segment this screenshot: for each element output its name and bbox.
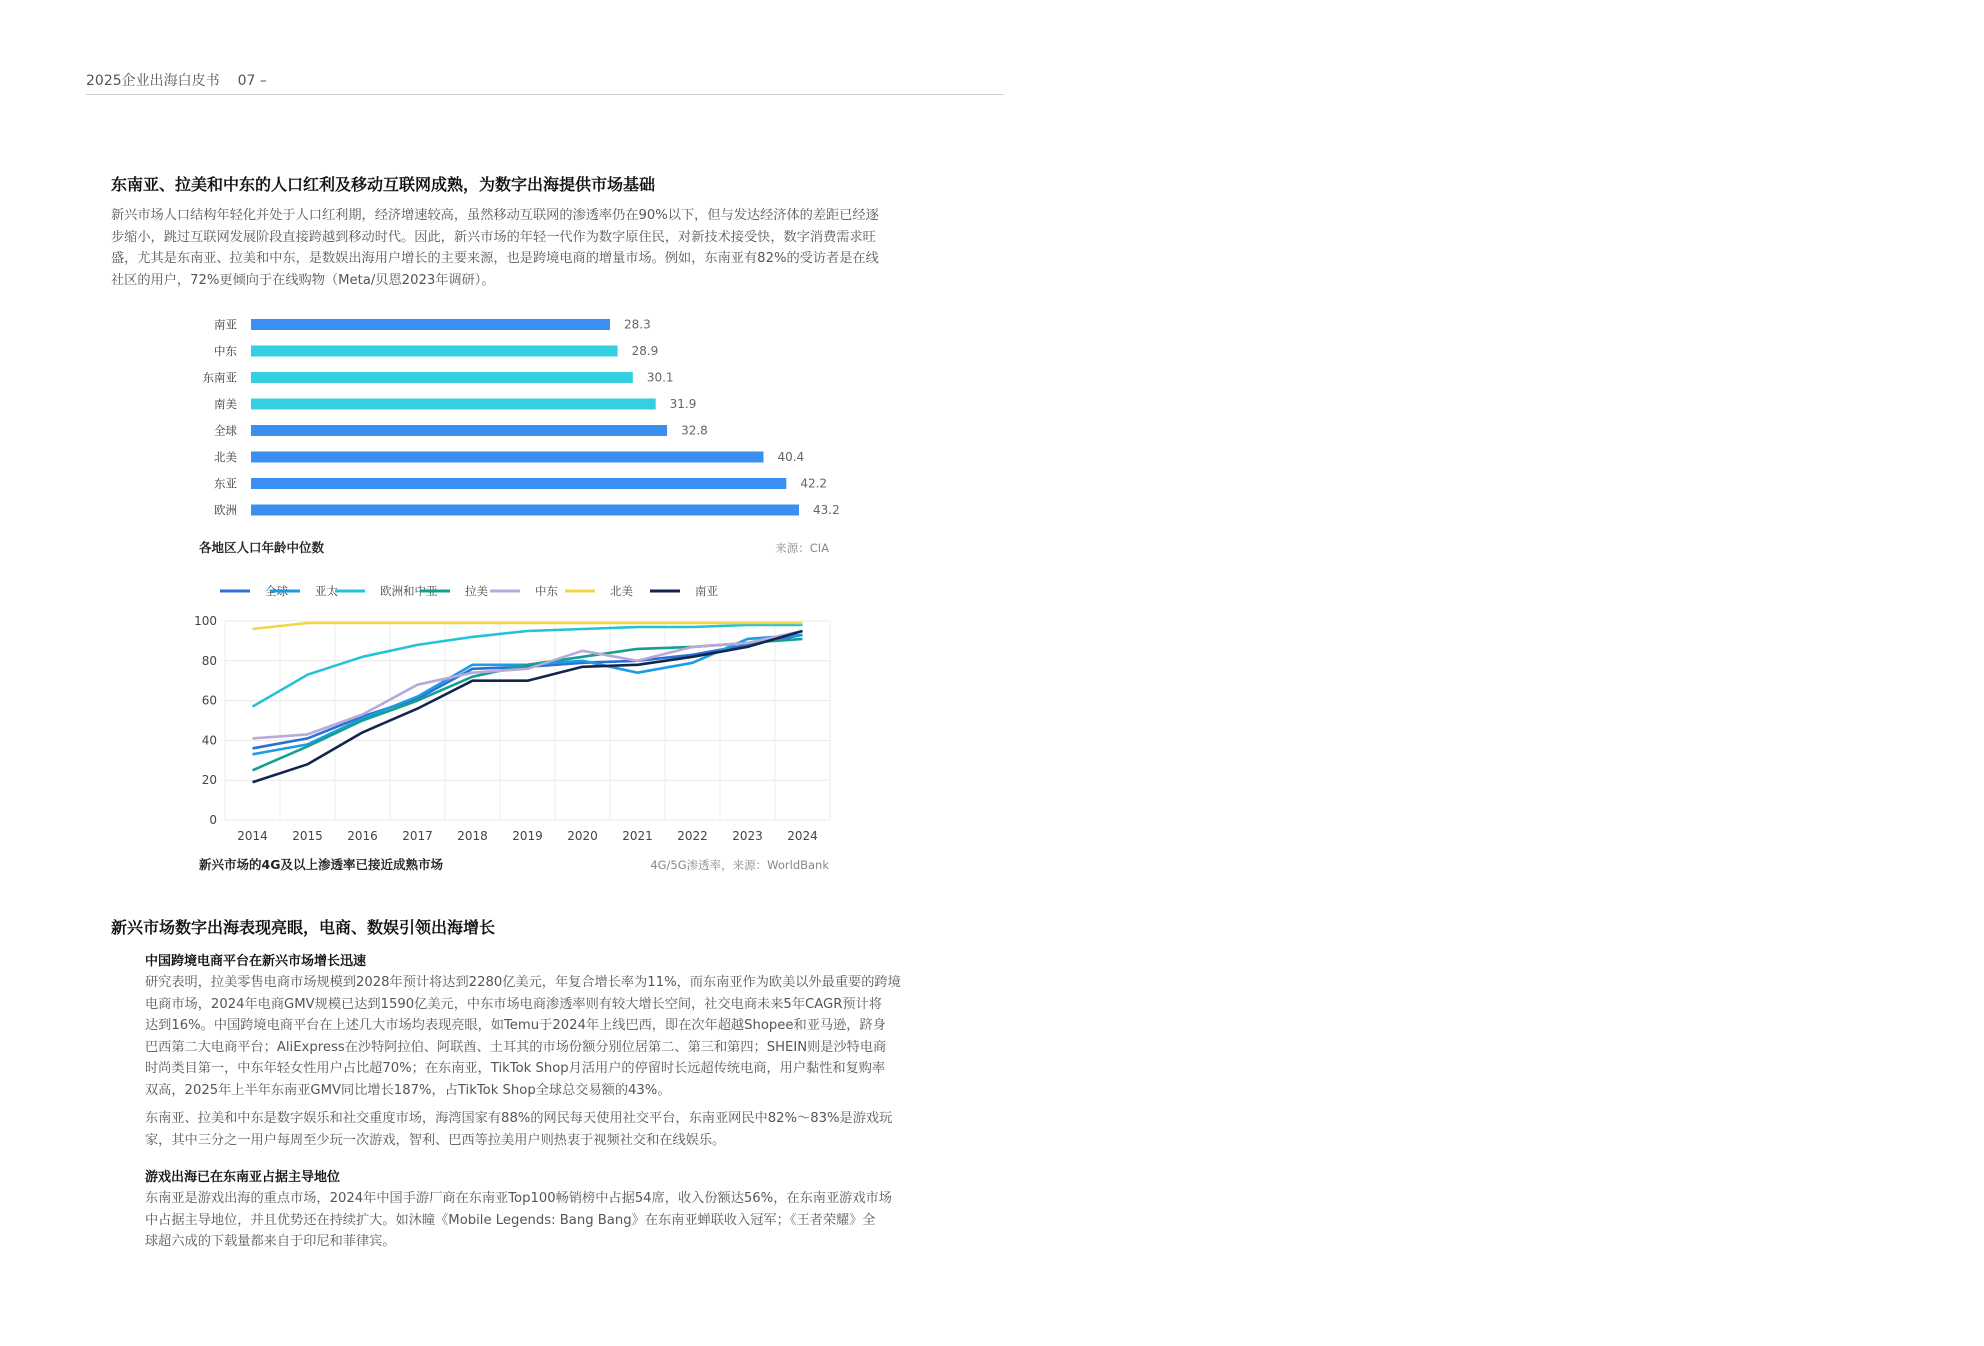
bar-chart-caption: 各地区人口年龄中位数 [199, 540, 325, 555]
gaming-line: 东南亚是游戏出海的重点市场，2024年中国手游厂商在东南亚Top100畅销榜中占据54席，收入份额达56%，在东南亚游戏市场 [145, 1191, 892, 1206]
subsection-entertainment-paragraph [145, 1108, 892, 1151]
ecommerce-line: 巴西第二大电商平台；AliExpress在沙特阿拉伯、阿联酋、土耳其的市场份额分别位居第二、第三和第四；SHEIN则是沙特电商 [145, 1039, 887, 1055]
x-tick-label: 2019 [512, 829, 543, 843]
legend-label: 中东 [535, 584, 558, 598]
ecommerce-line: 研究表明，拉美零售电商市场规模到2028年预计将达到2280亿美元，年复合增长率为11%，而东南亚作为欧美以外最重要的跨境 [145, 975, 901, 990]
x-tick-label: 2014 [237, 829, 268, 843]
section1-heading: 东南亚、拉美和中东的人口红利及移动互联网成熟，为数字出海提供市场基础 [111, 175, 656, 194]
page-number: 07 – [237, 73, 267, 89]
bar [251, 452, 763, 463]
y-tick-label: 80 [201, 653, 217, 668]
y-tick-label: 100 [194, 614, 217, 628]
entertainment-line: 东南亚、拉美和中东是数字娱乐和社交重度市场，海湾国家有88%的网民每天使用社交平台，东南亚网民中82%～83%是游戏玩 [145, 1111, 893, 1126]
x-tick-label: 2024 [787, 829, 818, 843]
bar-category-label: 南亚 [214, 317, 237, 332]
bar-category-label: 全球 [214, 423, 237, 438]
bar-chart-source: 来源：CIA [775, 541, 829, 555]
bar-value-label: 30.1 [646, 370, 674, 385]
bar [251, 425, 667, 436]
bar [251, 319, 610, 330]
line-chart-source: 4G/5G渗透率，来源：WorldBank [650, 858, 829, 872]
subsection-gaming-paragraph [145, 1188, 892, 1253]
header-title: 2025企业出海白皮书 [86, 73, 220, 89]
bar-value-label: 40.4 [777, 450, 805, 464]
subsection-gaming-title: 游戏出海已在东南亚占据主导地位 [145, 1170, 341, 1185]
bar-value-label: 43.2 [813, 503, 840, 517]
subsection-ecommerce-title: 中国跨境电商平台在新兴市场增长迅速 [145, 954, 367, 969]
section1-line: 新兴市场人口结构年轻化并处于人口红利期，经济增速较高，虽然移动互联网的渗透率仍在90%以下，但与发达经济体的差距已经逐 [111, 208, 879, 223]
bar-category-label: 东亚 [214, 476, 237, 491]
bar [251, 399, 656, 410]
x-tick-label: 2015 [292, 829, 323, 843]
bar-category-label: 中东 [214, 344, 237, 358]
section2-heading: 新兴市场数字出海表现亮眼，电商、数娱引领出海增长 [111, 918, 496, 937]
bar-value-label: 28.9 [631, 344, 659, 358]
x-tick-label: 2016 [347, 829, 378, 843]
legend-label: 北美 [610, 584, 633, 598]
legend-label: 拉美 [465, 584, 488, 598]
bar-value-label: 31.9 [669, 397, 697, 411]
bar [251, 505, 799, 516]
section1-line: 盛，尤其是东南亚、拉美和中东，是数娱出海用户增长的主要来源，也是跨境电商的增量市场。例如，东南亚有82%的受访者是在线 [111, 251, 879, 266]
header-divider [86, 94, 1004, 95]
bar [251, 346, 618, 357]
median-age-bar-chart [190, 310, 850, 525]
y-tick-label: 40 [201, 733, 217, 748]
x-tick-label: 2021 [622, 829, 653, 843]
bar [251, 478, 786, 489]
section1-line: 步缩小，跳过互联网发展阶段直接跨越到移动时代。因此，新兴市场的年轻一代作为数字原住民，对新技术接受快，数字消费需求旺 [111, 229, 876, 245]
bar-value-label: 42.2 [800, 476, 828, 491]
gaming-line: 球超六成的下载量都来自于印尼和菲律宾。 [145, 1234, 396, 1249]
ecommerce-line: 电商市场，2024年电商GMV规模已达到1590亿美元，中东市场电商渗透率则有较大增长空间，社交电商未来5年CAGR预计将 [145, 996, 882, 1012]
penetration-line-chart [190, 575, 850, 845]
page-header [86, 70, 267, 90]
section1-line: 社区的用户，72%更倾向于在线购物（Meta/贝恩2023年调研）。 [111, 272, 495, 288]
entertainment-line: 家，其中三分之一用户每周至少玩一次游戏，智利、巴西等拉美用户则热衷于视频社交和在线娱乐。 [145, 1132, 726, 1148]
y-tick-label: 60 [201, 693, 217, 708]
x-tick-label: 2022 [677, 829, 708, 843]
ecommerce-line: 达到16%。中国跨境电商平台在上述几大市场均表现亮眼，如Temu于2024年上线巴西，即在次年超越Shopee和亚马逊，跻身 [145, 1018, 886, 1033]
subsection-ecommerce-paragraph [145, 972, 901, 1101]
bar-value-label: 32.8 [681, 423, 708, 438]
legend-label: 欧洲和中亚 [380, 584, 438, 598]
bar-category-label: 南美 [214, 397, 237, 411]
bar-category-label: 东南亚 [202, 370, 237, 385]
y-tick-label: 0 [209, 813, 217, 827]
bar-category-label: 欧洲 [214, 503, 237, 517]
ecommerce-line: 时尚类目第一，中东年轻女性用户占比超70%；在东南亚，TikTok Shop月活用户的停留时长远超传统电商，用户黏性和复购率 [145, 1061, 886, 1076]
x-tick-label: 2018 [457, 829, 488, 843]
line-chart-caption: 新兴市场的4G及以上渗透率已接近成熟市场 [199, 857, 443, 872]
legend-label: 南亚 [695, 584, 718, 598]
x-tick-label: 2017 [402, 829, 433, 843]
x-tick-label: 2020 [567, 829, 598, 843]
bar-category-label: 北美 [214, 450, 237, 464]
bar-value-label: 28.3 [623, 317, 651, 332]
gaming-line: 中占据主导地位，并且优势还在持续扩大。如沐瞳《Mobile Legends: Bang Bang》在东南亚蝉联收入冠军；《王者荣耀》全 [145, 1212, 876, 1228]
y-tick-label: 20 [201, 773, 217, 788]
legend-label: 亚太 [315, 584, 338, 598]
ecommerce-line: 双高，2025年上半年东南亚GMV同比增长187%，占TikTok Shop全球总交易额的43%。 [145, 1082, 671, 1098]
bar [251, 372, 633, 383]
section1-paragraph [111, 205, 879, 291]
legend-label: 全球 [265, 584, 288, 598]
x-tick-label: 2023 [732, 829, 763, 843]
